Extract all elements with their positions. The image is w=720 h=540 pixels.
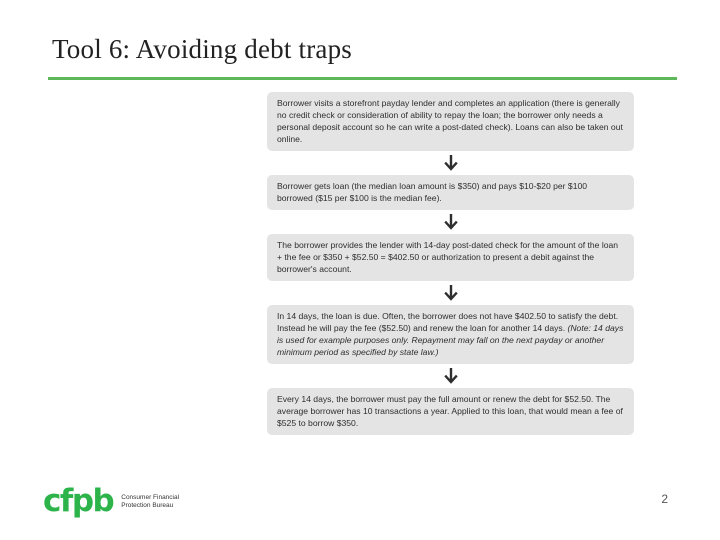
cfpb-logo-mark: cfpb [43, 483, 114, 519]
cfpb-logo-text [121, 494, 179, 510]
step-3-box [267, 234, 634, 281]
step-5-box [267, 388, 634, 435]
flowchart [267, 92, 634, 435]
step-4-text: In 14 days, the loan is due. Often, the borrower does not have $402.50 to satisfy the debt. Instead he will pay the fee ($52.50) and renew the loan for another 14 days. [277, 311, 619, 333]
step-2-box [267, 175, 634, 210]
title-underline [48, 77, 677, 80]
down-arrow-icon [267, 210, 634, 234]
page-number: 2 [661, 492, 668, 506]
logo-line-2: Protection Bureau [121, 501, 174, 509]
step-1-text: Borrower visits a storefront payday lender and completes an application (there is generally no credit check or consideration of ability to repay the loan; the borrower only needs a personal deposit account so he can write a post-dated check). Loans can also be taken out online. [277, 98, 623, 144]
down-arrow-icon [267, 151, 634, 175]
step-4-note: (Note: 14 days is used for example purposes only. Repayment may fall on the next payday or another minimum period as specified by state law.) [277, 323, 624, 357]
step-3-text: The borrower provides the lender with 14-day post-dated check for the amount of the loan + the fee or $350 + $52.50 = $402.50 or authorization to present a debit against the borrower's account. [277, 240, 619, 274]
step-1-box [267, 92, 634, 151]
cfpb-logo [43, 483, 180, 519]
down-arrow-icon [267, 364, 634, 388]
down-arrow-icon [267, 281, 634, 305]
step-2-text: Borrower gets loan (the median loan amount is $350) and pays $10-$20 per $100 borrowed ($15 per $100 is the median fee). [277, 181, 588, 203]
step-4-box [267, 305, 634, 364]
logo-line-1: Consumer Financial [121, 493, 180, 501]
slide-title: Tool 6: Avoiding debt traps [52, 34, 352, 64]
step-5-text: Every 14 days, the borrower must pay the full amount or renew the debt for $52.50. The average borrower has 10 transactions a year. Applied to this loan, that would mean a fee of $525 to borrow $350. [277, 394, 623, 428]
